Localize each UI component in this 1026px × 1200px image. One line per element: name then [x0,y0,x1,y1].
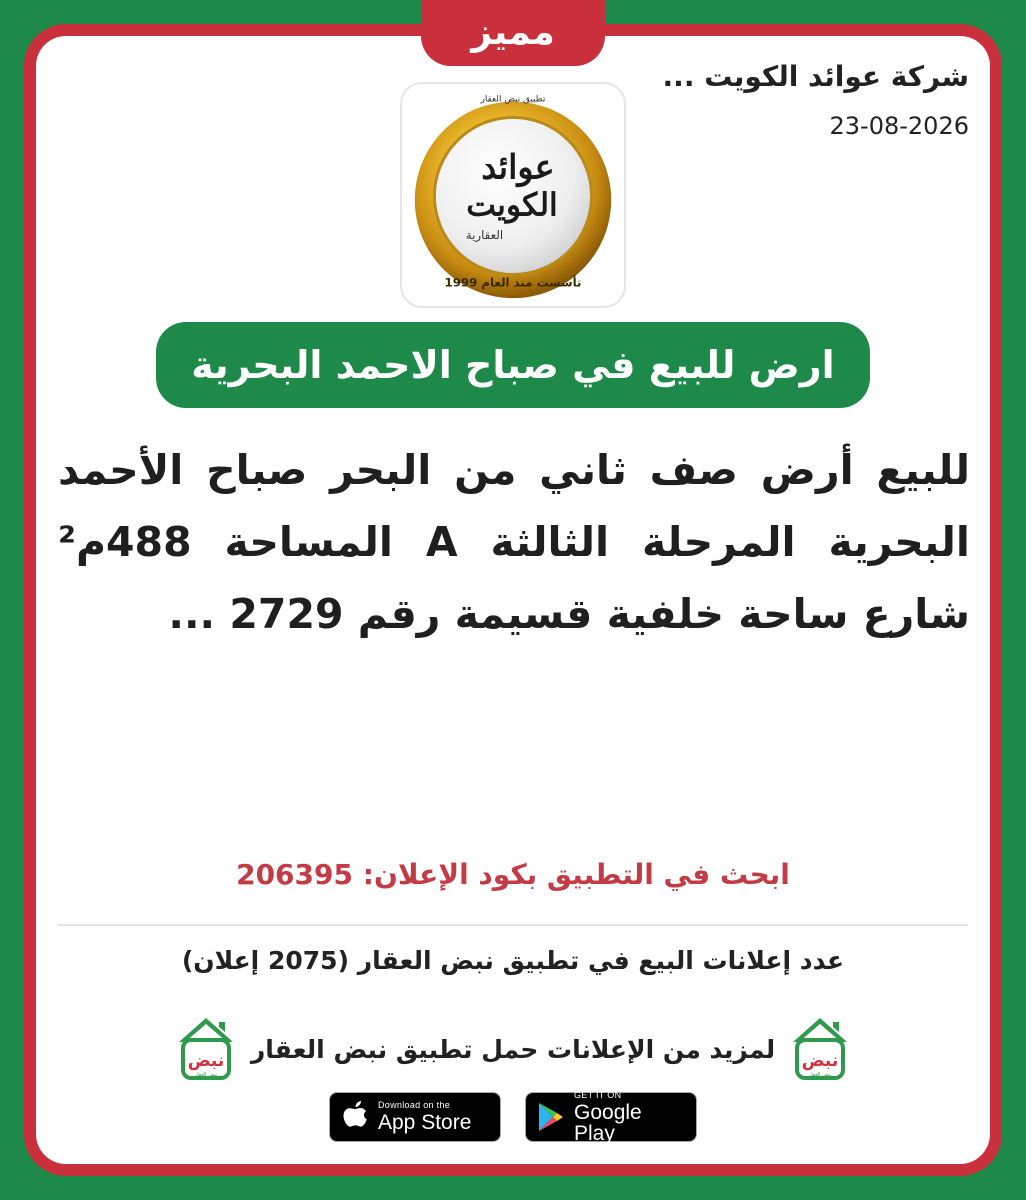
divider [58,924,968,926]
google-play-small-text: GET IT ON [574,1089,622,1100]
google-play-icon [536,1101,566,1133]
app-icon-label: نبض [187,1051,225,1071]
store-buttons [0,1089,1026,1145]
listing-description[interactable]: للبيع أرض صف ثاني من البحر صباح الأحمد البحرية المرحلة الثالثة A المساحة 488م² شارع ساحة خلفية قسيمة رقم 2729 ... [58,446,970,638]
listing-date: 23-08-2026 [829,112,969,140]
listing-title[interactable]: ارض للبيع في صباح الاحمد البحرية [156,322,870,408]
nabd-app-icon[interactable] [175,1014,237,1084]
logo-sub-text: العقارية [465,228,504,243]
download-prompt-text: لمزيد من الإعلانات حمل تطبيق نبض العقار [250,1034,776,1064]
company-logo-icon [402,84,624,306]
app-icon-sub: نبض العقار [808,1072,832,1078]
featured-badge: مميز [421,0,605,66]
app-icon-label: نبض [801,1051,839,1071]
app-store-small-text: Download on the [378,1100,451,1110]
logo-ring-text: تأسست منذ العام 1999 [444,275,582,290]
download-prompt [0,1014,1026,1084]
app-icon-sub: نبض العقار [194,1072,218,1078]
google-play-big-text: Google Play [574,1100,642,1145]
listings-count-text: عدد إعلانات البيع في تطبيق نبض العقار (2075 إعلان) [181,946,845,975]
search-code-text: ابحث في التطبيق بكود الإعلان: 206395 [236,858,790,891]
company-logo[interactable] [400,82,626,308]
logo-top-text: تطبيق نبض العقار [480,94,546,105]
google-play-button[interactable] [525,1089,697,1145]
logo-main-line1: عوائد [481,147,555,187]
company-name[interactable]: شركة عوائد الكويت ... [662,60,969,93]
app-store-big-text: App Store [378,1111,472,1134]
nabd-app-icon[interactable] [789,1014,851,1084]
logo-main-line2: الكويت [466,186,558,224]
app-store-button[interactable] [329,1092,501,1142]
apple-icon [340,1100,370,1134]
